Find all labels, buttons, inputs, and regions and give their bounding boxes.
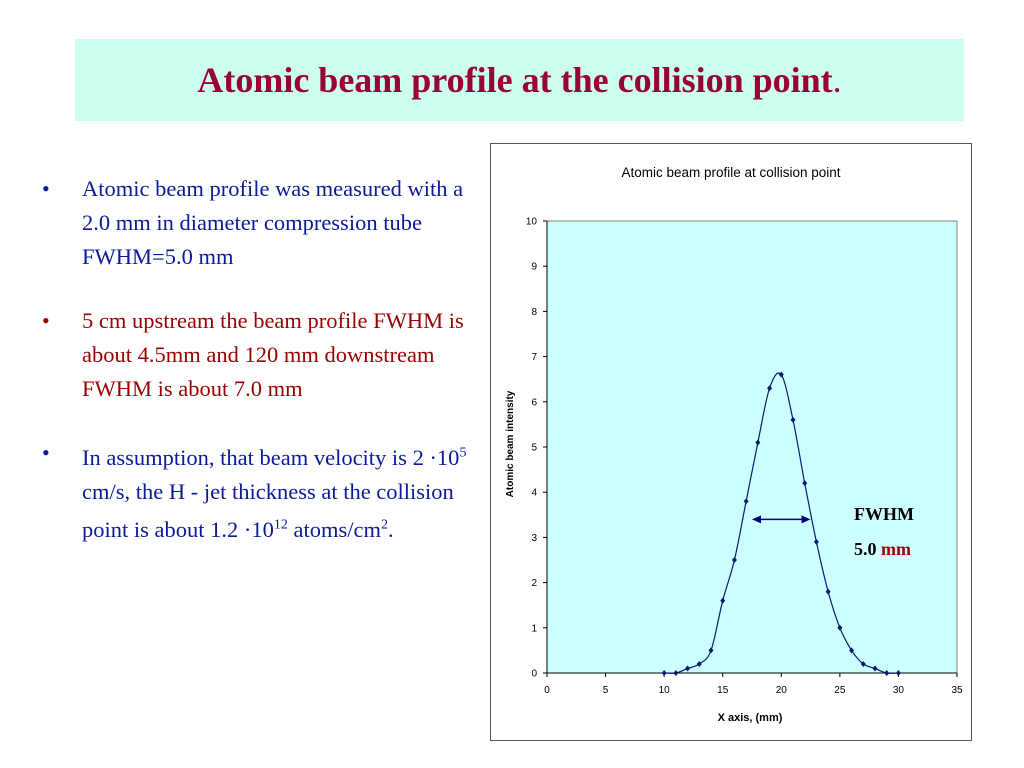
bullet-dot-icon: • [42, 440, 50, 465]
x-tick-label: 25 [834, 685, 846, 696]
fwhm-label: FWHM [854, 504, 914, 524]
y-tick-label: 1 [531, 623, 537, 635]
y-tick-label: 10 [525, 216, 537, 228]
bullet-dot-icon: • [42, 308, 50, 333]
x-tick-label: 35 [951, 685, 963, 696]
bullet-item-1 [40, 172, 470, 274]
bullet-text-1: Atomic beam profile was measured with a 2.0 mm in diameter compression tube FWHM=5.0 mm [82, 176, 464, 269]
bullet-list [40, 172, 470, 577]
y-tick-label: 2 [531, 578, 537, 590]
y-tick-label: 3 [531, 532, 537, 544]
plot-area [547, 221, 957, 673]
x-tick-label: 10 [658, 685, 670, 696]
chart-y-axis-label: Atomic beam intensity [505, 390, 516, 498]
x-tick-label: 20 [775, 685, 787, 696]
y-tick-label: 8 [531, 306, 537, 318]
y-tick-label: 9 [531, 261, 537, 273]
bullet-item-2 [40, 304, 470, 406]
bullet-text-2: 5 cm upstream the beam profile FWHM is about 4.5mm and 120 mm downstream FWHM is about 7.0 mm [82, 308, 464, 401]
title-banner [75, 39, 964, 121]
x-tick-label: 0 [544, 685, 550, 696]
bullet-item-3 [40, 436, 470, 547]
y-tick-label: 5 [531, 442, 537, 454]
chart-title: Atomic beam profile at collision point [621, 165, 841, 180]
y-tick-label: 4 [531, 487, 537, 499]
chart-x-axis-label: X axis, (mm) [717, 712, 783, 724]
y-tick-label: 0 [531, 668, 537, 680]
x-tick-label: 30 [892, 685, 904, 696]
y-tick-label: 7 [531, 352, 537, 364]
x-tick-label: 5 [602, 685, 609, 696]
fwhm-value: 5.0 mm [854, 539, 911, 559]
x-tick-label: 15 [717, 685, 729, 696]
beam-profile-chart [491, 144, 971, 740]
y-tick-label: 6 [531, 397, 537, 409]
bullet-text-3: In assumption, that beam velocity is $2 \cdot 10^5$ cm/s, the H - jet thickness at the collision point is about $1.2 \cdot 10^{12}$ atoms/$cm^2$. [82, 444, 467, 542]
slide-title: Atomic beam profile at the collision point. [197, 60, 842, 100]
bullet-dot-icon: • [42, 176, 50, 201]
chart-frame [490, 143, 972, 741]
